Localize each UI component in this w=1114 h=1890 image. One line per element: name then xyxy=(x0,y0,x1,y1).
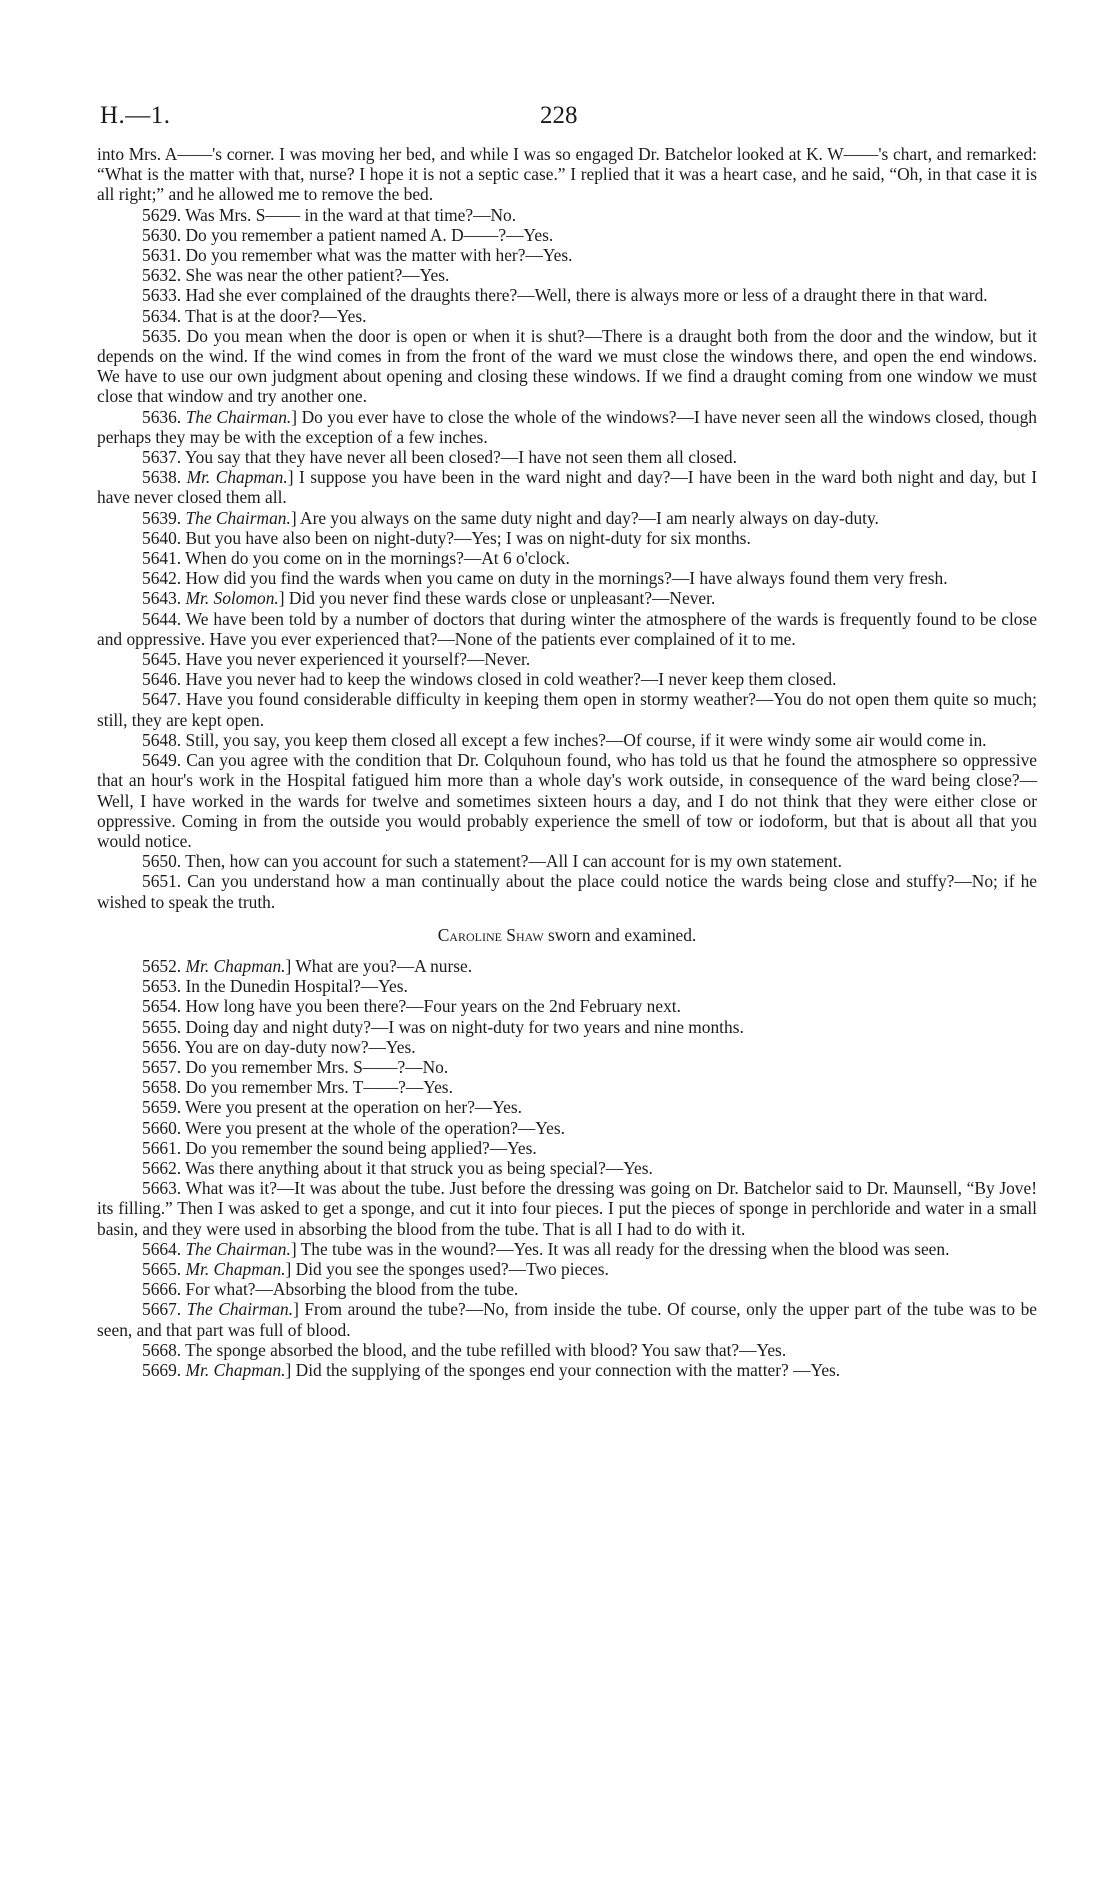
question-text: 5634. That is at the door?—Yes. xyxy=(142,305,367,326)
question-number: 5643. xyxy=(142,588,182,609)
question-text: 5649. Can you agree with the condition that Dr. Colquhoun found, who has told us that he found the atmosphere so oppressive that an hour's work in the Hospital fatigued him more than a whole day's work outside, in consequence of the ward being close?—Well, I have worked in the wards for twelve and sometimes sixteen hours a day, and I do not think that they were either close or oppressive. Coming in from the outside you would probably experience the smell of tow or iodoform, but that is about all that you would notice. xyxy=(97,750,1037,851)
question-paragraph xyxy=(97,1138,1037,1158)
question-number: 5652. xyxy=(142,955,182,976)
continuation-paragraph: into Mrs. A——'s corner. I was moving her bed, and while I was so engaged Dr. Batchelor looked at K. W——'s chart, and remarked: “What is the matter with that, nurse? I hope it is not a septic case.” I replied that it was a heart case, and he said, “Oh, in that case it is all right;” and he allowed me to remove the bed. xyxy=(97,144,1037,205)
testimony-block-1 xyxy=(97,205,1037,912)
question-paragraph xyxy=(97,1017,1037,1037)
question-text: 5645. Have you never experienced it yourself?—Never. xyxy=(142,649,531,670)
question-text: 5659. Were you present at the operation on her?—Yes. xyxy=(142,1097,522,1118)
testimony-block-2 xyxy=(97,956,1037,1380)
question-text: 5640. But you have also been on night-duty?—Yes; I was on night-duty for six months. xyxy=(142,527,751,548)
question-paragraph xyxy=(97,976,1037,996)
question-paragraph xyxy=(97,609,1037,649)
question-text: 5635. Do you mean when the door is open or when it is shut?—There is a draught both from the door and the window, but it depends on the wind. If the wind comes in from the front of the ward we must close the windows there, and open the end windows. We have to use our own judgment about opening and closing these windows. If we find a draught coming from one window we must close that window and try another one. xyxy=(97,325,1037,407)
document-body xyxy=(97,144,1037,1380)
question-number: 5639. xyxy=(142,507,182,528)
question-paragraph xyxy=(97,1158,1037,1178)
question-number: 5669. xyxy=(142,1359,182,1380)
speaker-name: Mr. Chapman. xyxy=(185,1258,286,1279)
question-text: ] What are you?—A nurse. xyxy=(285,955,473,976)
question-paragraph xyxy=(97,588,1037,608)
question-paragraph xyxy=(97,447,1037,467)
question-paragraph xyxy=(97,1239,1037,1259)
page-header xyxy=(97,92,1037,138)
question-text: 5658. Do you remember Mrs. T——?—Yes. xyxy=(142,1077,453,1098)
question-paragraph xyxy=(97,528,1037,548)
question-paragraph xyxy=(97,568,1037,588)
question-number: 5638. xyxy=(142,467,182,488)
question-text: 5646. Have you never had to keep the windows closed in cold weather?—I never keep them closed. xyxy=(142,669,837,690)
question-text: ] Do you ever have to close the whole of the windows?—I have never seen all the windows closed, though perhaps they may be with the exception of a few inches. xyxy=(97,406,1037,447)
question-text: 5650. Then, how can you account for such a statement?—All I can account for is my own statement. xyxy=(142,851,842,872)
question-text: 5657. Do you remember Mrs. S——?—No. xyxy=(142,1056,449,1077)
question-paragraph xyxy=(97,326,1037,407)
question-text: 5654. How long have you been there?—Four years on the 2nd February next. xyxy=(142,996,681,1017)
witness-heading xyxy=(97,925,1037,945)
speaker-name: The Chairman. xyxy=(185,507,291,528)
question-number: 5665. xyxy=(142,1258,182,1279)
question-text: 5651. Can you understand how a man continually about the place could notice the wards being close and stuffy?—No; if he wished to speak the truth. xyxy=(97,871,1037,912)
question-paragraph xyxy=(97,205,1037,225)
question-paragraph xyxy=(97,467,1037,507)
document-page xyxy=(97,92,1037,1380)
question-paragraph xyxy=(97,285,1037,305)
question-paragraph xyxy=(97,225,1037,245)
question-paragraph xyxy=(97,1279,1037,1299)
question-text: ] Did you see the sponges used?—Two pieces. xyxy=(285,1258,609,1279)
question-text: ] Did the supplying of the sponges end your connection with the matter? —Yes. xyxy=(285,1359,841,1380)
question-paragraph xyxy=(97,1057,1037,1077)
question-paragraph xyxy=(97,996,1037,1016)
question-paragraph xyxy=(97,669,1037,689)
witness-name: Caroline Shaw xyxy=(437,924,544,945)
question-text: 5642. How did you find the wards when you came on duty in the mornings?—I have always found them very fresh. xyxy=(142,568,948,589)
question-paragraph xyxy=(97,871,1037,911)
question-paragraph xyxy=(97,1360,1037,1380)
question-text: ] From around the tube?—No, from inside the tube. Of course, only the upper part of the tube was to be seen, and that part was full of blood. xyxy=(97,1299,1037,1340)
question-text: ] Did you never find these wards close or unpleasant?—Never. xyxy=(278,588,716,609)
question-paragraph xyxy=(97,1299,1037,1339)
question-paragraph xyxy=(97,730,1037,750)
question-text: 5637. You say that they have never all been closed?—I have not seen them all closed. xyxy=(142,447,737,468)
question-text: 5661. Do you remember the sound being applied?—Yes. xyxy=(142,1137,537,1158)
question-paragraph xyxy=(97,548,1037,568)
question-text: 5656. You are on day-duty now?—Yes. xyxy=(142,1036,416,1057)
question-paragraph xyxy=(97,956,1037,976)
question-text: 5641. When do you come on in the mornings?—At 6 o'clock. xyxy=(142,548,570,569)
question-paragraph xyxy=(97,1340,1037,1360)
question-paragraph xyxy=(97,1097,1037,1117)
speaker-name: Mr. Chapman. xyxy=(186,467,288,488)
question-number: 5636. xyxy=(142,406,182,427)
question-paragraph xyxy=(97,508,1037,528)
question-text: 5629. Was Mrs. S—— in the ward at that time?—No. xyxy=(142,204,517,225)
question-text: 5631. Do you remember what was the matter with her?—Yes. xyxy=(142,245,573,266)
question-number: 5664. xyxy=(142,1238,182,1259)
question-paragraph xyxy=(97,306,1037,326)
question-text: 5647. Have you found considerable difficulty in keeping them open in stormy weather?—You do not open them quite so much; still, they are kept open. xyxy=(97,689,1037,730)
question-text: 5663. What was it?—It was about the tube. Just before the dressing was going on Dr. Batchelor said to Dr. Maunsell, “By Jove! its filling.” Then I was asked to get a sponge, and cut it into four pieces. I put the pieces of sponge in perchloride and water in a small basin, and they were used in absorbing the blood from the tube. That is all I had to do with it. xyxy=(97,1178,1037,1239)
question-text: 5630. Do you remember a patient named A. D——?—Yes. xyxy=(142,224,554,245)
speaker-name: The Chairman. xyxy=(185,1238,291,1259)
question-paragraph xyxy=(97,1178,1037,1239)
question-number: 5667. xyxy=(142,1299,182,1320)
question-paragraph xyxy=(97,750,1037,851)
speaker-name: Mr. Chapman. xyxy=(185,955,286,976)
question-text: 5666. For what?—Absorbing the blood from the tube. xyxy=(142,1279,519,1300)
question-text: ] I suppose you have been in the ward night and day?—I have been in the ward both night and day, but I have never closed them all. xyxy=(97,467,1037,508)
question-paragraph xyxy=(97,1077,1037,1097)
question-paragraph xyxy=(97,407,1037,447)
question-paragraph xyxy=(97,1259,1037,1279)
question-paragraph xyxy=(97,1118,1037,1138)
speaker-name: The Chairman. xyxy=(185,406,292,427)
question-text: ] Are you always on the same duty night and day?—I am nearly always on day-duty. xyxy=(290,507,879,528)
speaker-name: Mr. Chapman. xyxy=(185,1359,286,1380)
question-text: 5660. Were you present at the whole of the operation?—Yes. xyxy=(142,1117,565,1138)
question-paragraph xyxy=(97,265,1037,285)
question-text: 5632. She was near the other patient?—Yes. xyxy=(142,265,450,286)
question-paragraph xyxy=(97,1037,1037,1057)
speaker-name: Mr. Solomon. xyxy=(185,588,279,609)
question-paragraph xyxy=(97,851,1037,871)
document-reference: H.—1. xyxy=(100,102,171,129)
question-paragraph xyxy=(97,649,1037,669)
question-paragraph xyxy=(97,245,1037,265)
question-text: 5662. Was there anything about it that struck you as being special?—Yes. xyxy=(142,1157,653,1178)
question-text: 5653. In the Dunedin Hospital?—Yes. xyxy=(142,976,408,997)
page-number: 228 xyxy=(540,102,578,129)
question-text: 5648. Still, you say, you keep them closed all except a few inches?—Of course, if it were windy some air would come in. xyxy=(142,729,987,750)
speaker-name: The Chairman. xyxy=(186,1299,294,1320)
question-text: 5633. Had she ever complained of the draughts there?—Well, there is always more or less of a draught there in that ward. xyxy=(142,285,988,306)
question-text: 5644. We have been told by a number of doctors that during winter the atmosphere of the wards is frequently found to be close and oppressive. Have you ever experienced that?—None of the patients ever complained of it to me. xyxy=(97,608,1037,649)
question-text: 5668. The sponge absorbed the blood, and the tube refilled with blood? You saw that?—Yes. xyxy=(142,1339,787,1360)
witness-heading-rest: sworn and examined. xyxy=(543,924,697,945)
question-paragraph xyxy=(97,689,1037,729)
question-text: 5655. Doing day and night duty?—I was on night-duty for two years and nine months. xyxy=(142,1016,744,1037)
question-text: ] The tube was in the wound?—Yes. It was all ready for the dressing when the blood was seen. xyxy=(290,1238,950,1259)
